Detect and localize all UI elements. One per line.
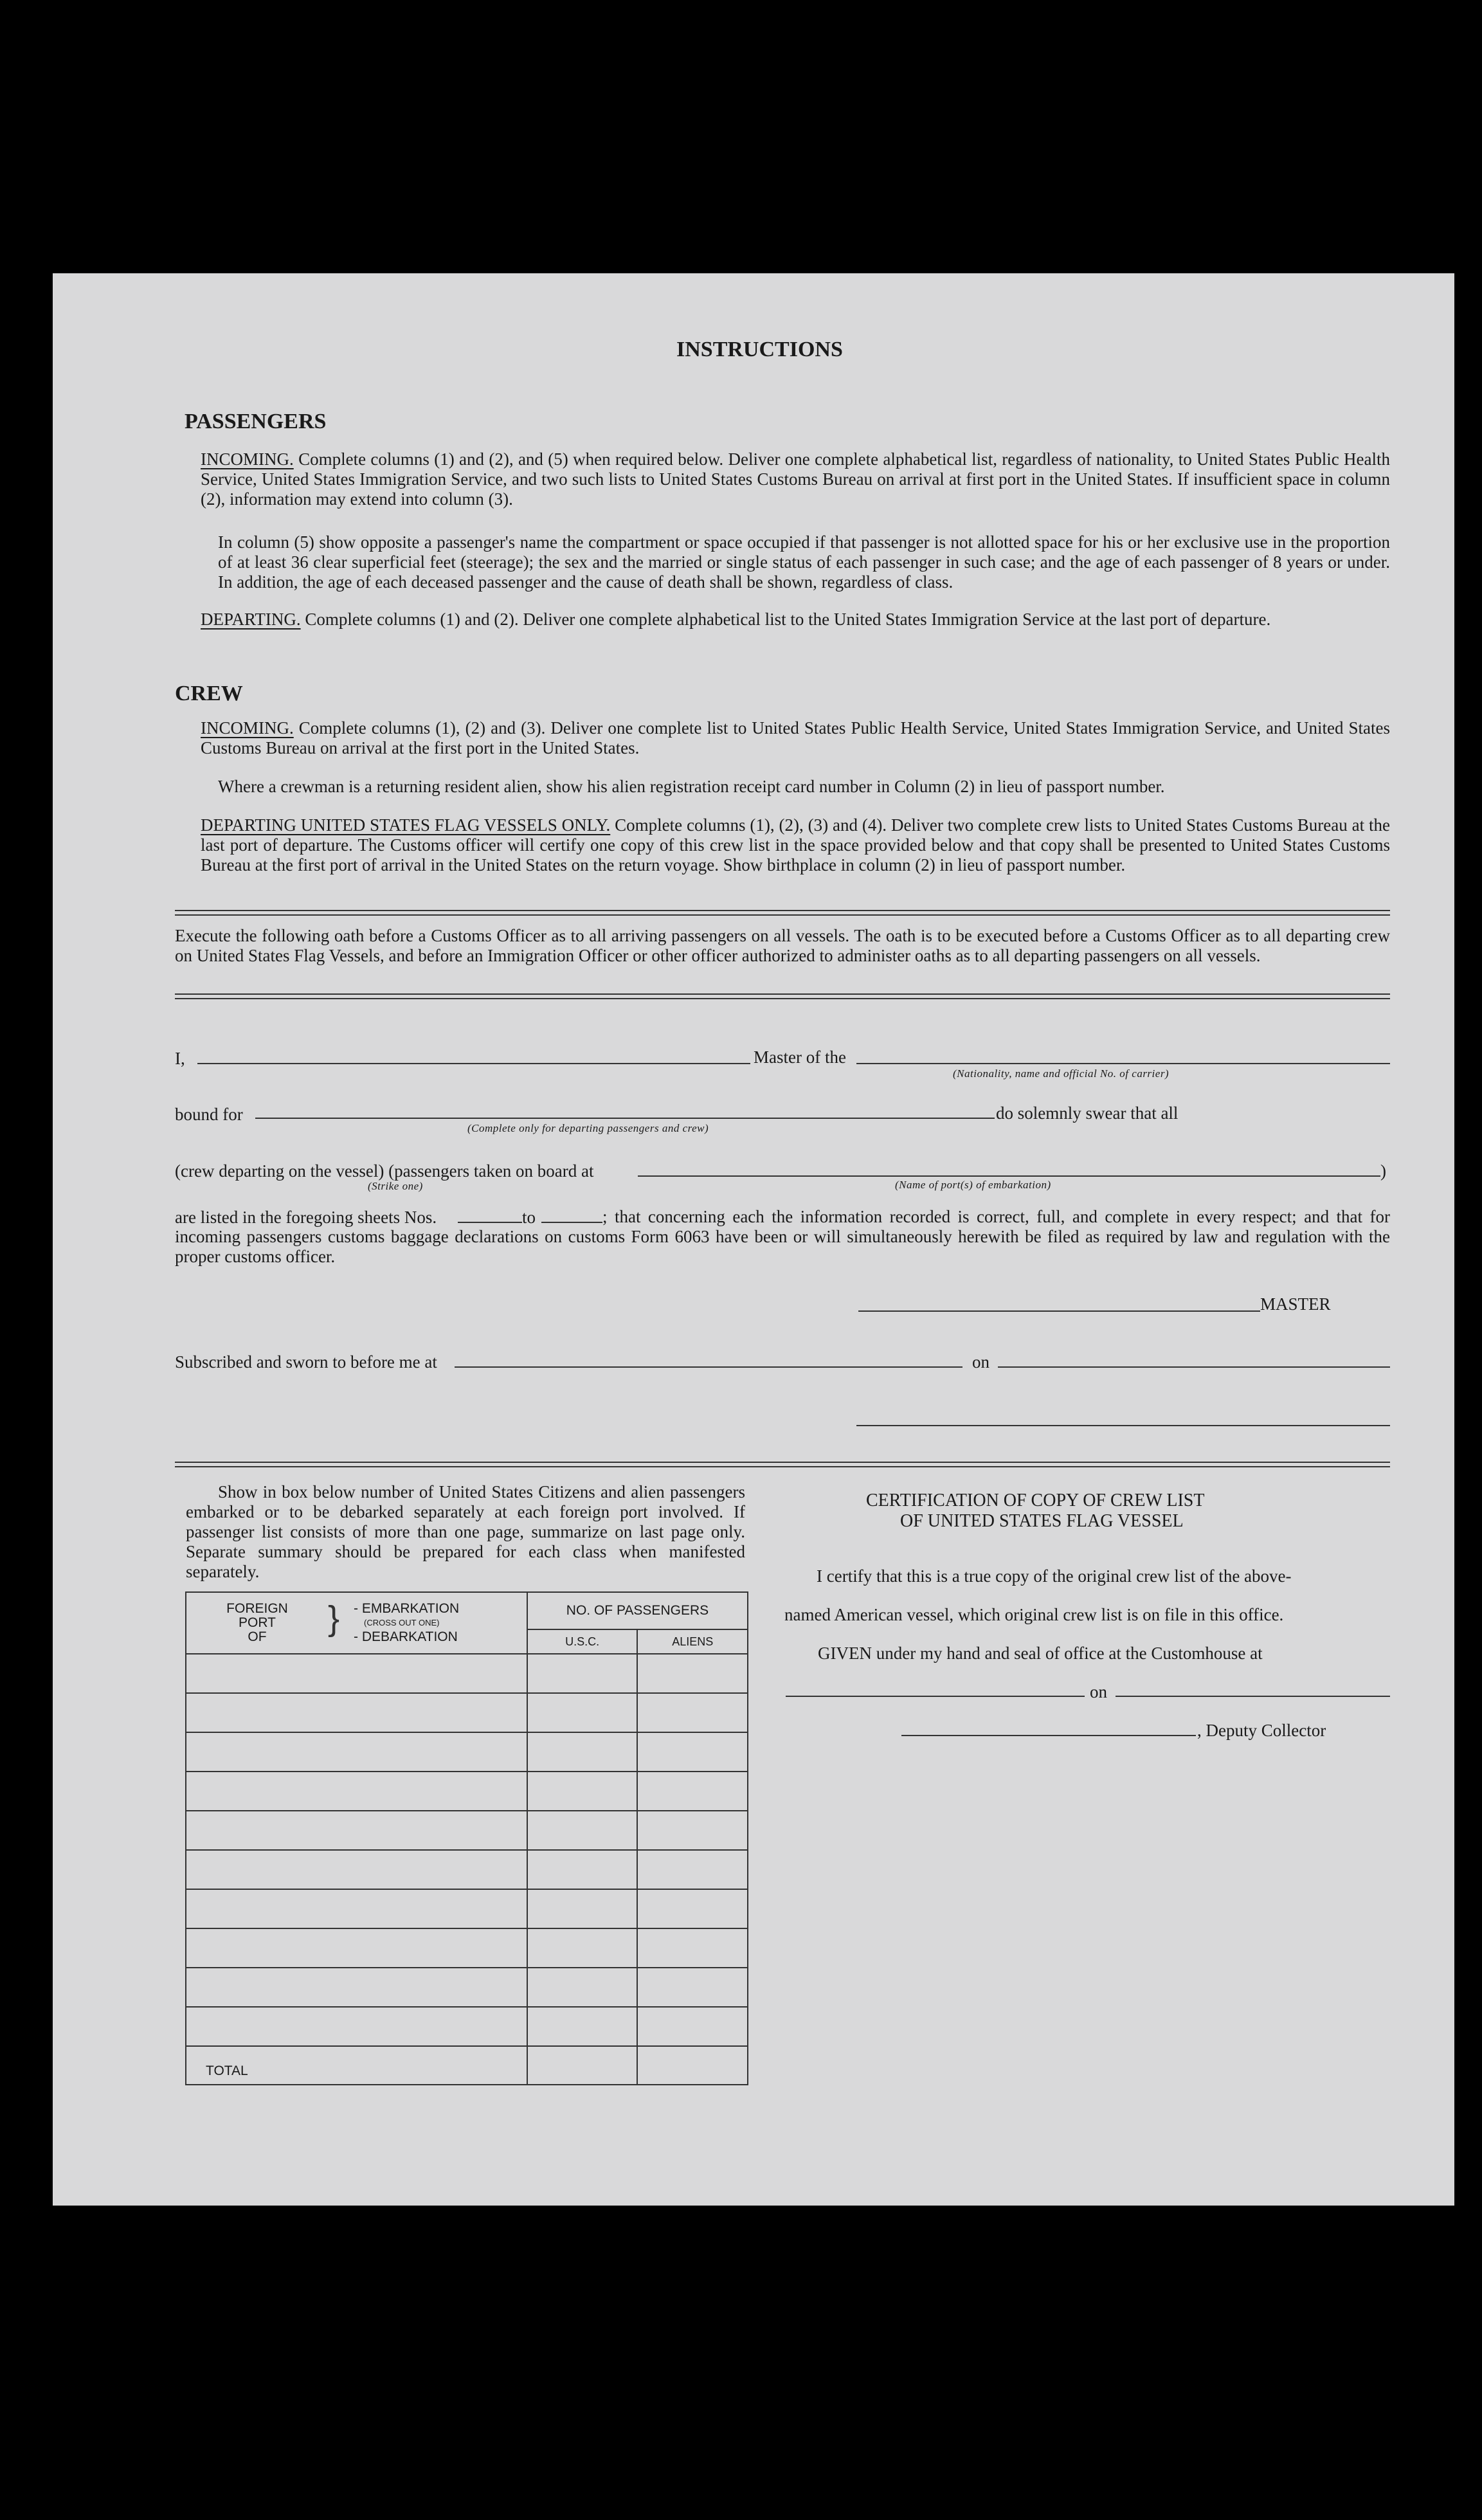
no-of-passengers-header: NO. OF PASSENGERS (527, 1592, 748, 1629)
debarkation-label: - DEBARKATION (354, 1629, 458, 1644)
usc-cell[interactable] (527, 2007, 638, 2046)
ports-caption: (Name of port(s) of embarkation) (895, 1179, 1051, 1191)
subscribed-label: Subscribed and sworn to before me at (175, 1352, 437, 1372)
deputy-collector-label: , Deputy Collector (1197, 1721, 1326, 1740)
cert-on-label: on (1090, 1682, 1107, 1701)
to-label: to (522, 1208, 536, 1227)
port-label: PORT (239, 1615, 276, 1630)
crew-incoming-label: INCOMING. (201, 718, 294, 738)
divider (175, 910, 1390, 916)
listed-text: ; that concerning each the information recorded is correct, full, and complete in every respect; and that for incoming passengers customs baggage declarations on customs Form 6063 have been or will simultaneously herewith be filed as required by law and regulation with the proper customs officer. (175, 1207, 1390, 1266)
customhouse-field[interactable] (786, 1696, 1085, 1697)
crew-departing-text: Complete columns (1), (2), (3) and (4). Deliver two complete crew lists to United States Customs Bureau at the last port of departure. The Customs officer will certify one copy of this crew list in the space provided below and that copy shall be presented to United States Customs Bureau at the first port of arrival in the United States on the return voyage. Show birthplace in column (2) in lieu of passport number. (201, 815, 1390, 875)
port-cell[interactable] (186, 1772, 527, 1811)
aliens-total-cell[interactable] (637, 2046, 748, 2085)
crew-departing-paragraph (201, 815, 1390, 875)
passengers-incoming-label: INCOMING. (201, 449, 294, 469)
certification-title-line2: OF UNITED STATES FLAG VESSEL (900, 1511, 1184, 1531)
cross-out-note: (CROSS OUT ONE) (364, 1618, 440, 1627)
usc-cell[interactable] (527, 1654, 638, 1693)
table-row (186, 1693, 748, 1732)
embarkation-ports-field[interactable] (638, 1175, 1380, 1177)
port-cell[interactable] (186, 1928, 527, 1968)
master-label: MASTER (1260, 1294, 1331, 1314)
certify-line2: named American vessel, which original crew list is on file in this office. (784, 1605, 1284, 1624)
usc-cell[interactable] (527, 1889, 638, 1928)
usc-cell[interactable] (527, 1693, 638, 1732)
master-name-field[interactable] (197, 1063, 750, 1064)
strike-caption: (Strike one) (368, 1180, 423, 1192)
usc-cell[interactable] (527, 1928, 638, 1968)
form-page (53, 273, 1454, 2206)
port-cell[interactable] (186, 2007, 527, 2046)
crew-incoming-paragraph (201, 718, 1390, 758)
port-cell[interactable] (186, 1889, 527, 1928)
crew-passengers-text: (crew departing on the vessel) (passengers taken on board at (175, 1161, 594, 1181)
embarkation-label: - EMBARKATION (354, 1601, 460, 1616)
foreign-label: FOREIGN (226, 1601, 288, 1616)
passengers-incoming-text: Complete columns (1) and (2), and (5) when required below. Deliver one complete alphabetical list, regardless of nationality, to United States Public Health Service, United States Immigration Service, and two such lists to United States Customs Bureau on arrival at first port in the United States. If insufficient space in column (2), information may extend into column (3). (201, 449, 1391, 509)
passengers-heading: PASSENGERS (185, 410, 327, 433)
passengers-departing-label: DEPARTING. (201, 610, 301, 629)
deputy-signature-field[interactable] (901, 1735, 1196, 1736)
carrier-caption: (Nationality, name and official No. of carrier) (953, 1067, 1170, 1080)
table-row (186, 2007, 748, 2046)
table-row (186, 1968, 748, 2007)
total-label: TOTAL (186, 2046, 527, 2085)
summary-instructions: Show in box below number of United States Citizens and alien passengers embarked or to be debarked separately at each foreign port involved. If passenger list consists of more than one page, summarize on last page only. Separate summary should be prepared for each class when manifested separately. (186, 1482, 745, 1581)
aliens-cell[interactable] (637, 1654, 748, 1693)
port-cell[interactable] (186, 1654, 527, 1693)
aliens-cell[interactable] (637, 1772, 748, 1811)
crew-departing-label: DEPARTING UNITED STATES FLAG VESSELS ONLY. (201, 815, 611, 835)
bound-for-caption: (Complete only for departing passengers and crew) (467, 1122, 709, 1134)
table-row (186, 1654, 748, 1693)
usc-cell[interactable] (527, 1811, 638, 1850)
divider (175, 1462, 1390, 1467)
divider (175, 993, 1390, 999)
swear-text: do solemnly swear that all (996, 1103, 1179, 1123)
oath-i-label: I, (175, 1049, 185, 1068)
usc-cell[interactable] (527, 1732, 638, 1772)
bound-for-field[interactable] (255, 1118, 995, 1119)
aliens-cell[interactable] (637, 1928, 748, 1968)
port-cell[interactable] (186, 1811, 527, 1850)
table-row (186, 1732, 748, 1772)
given-text: GIVEN under my hand and seal of office at the Customhouse at (818, 1644, 1263, 1663)
certify-line1: I certify that this is a true copy of the original crew list of the above- (817, 1566, 1292, 1586)
port-cell[interactable] (186, 1968, 527, 2007)
usc-cell[interactable] (527, 1772, 638, 1811)
aliens-cell[interactable] (637, 1811, 748, 1850)
master-signature-field[interactable] (858, 1310, 1260, 1312)
crew-heading: CREW (175, 682, 243, 705)
aliens-cell[interactable] (637, 1889, 748, 1928)
close-paren: ) (1380, 1161, 1386, 1181)
oath-instructions: Execute the following oath before a Customs Officer as to all arriving passengers on all vessels. The oath is to be executed before a Customs Officer as to all departing crew on United States Flag Vessels, and before an Immigration Officer or other officer authorized to administer oaths as to all departing passengers on all vessels. (175, 926, 1390, 965)
certification-title-line1: CERTIFICATION OF COPY OF CREW LIST (866, 1491, 1205, 1510)
passengers-incoming-paragraph (201, 449, 1390, 509)
officer-signature-field[interactable] (856, 1425, 1390, 1426)
aliens-cell[interactable] (637, 1850, 748, 1889)
of-label: OF (248, 1629, 267, 1644)
aliens-cell[interactable] (637, 1732, 748, 1772)
crew-incoming-text: Complete columns (1), (2) and (3). Deliver one complete list to United States Public Health Service, United States Immigration Service, and United States Customs Bureau on arrival at the first port in the United States. (201, 718, 1391, 757)
aliens-cell[interactable] (637, 1968, 748, 2007)
sworn-place-field[interactable] (455, 1366, 962, 1368)
usc-cell[interactable] (527, 1968, 638, 2007)
total-row (186, 2046, 748, 2085)
usc-header: U.S.C. (527, 1629, 638, 1654)
aliens-cell[interactable] (637, 1693, 748, 1732)
port-cell[interactable] (186, 1732, 527, 1772)
aliens-cell[interactable] (637, 2007, 748, 2046)
carrier-field[interactable] (856, 1063, 1390, 1064)
listed-prefix: are listed in the foregoing sheets Nos. (175, 1208, 437, 1227)
master-of-the-label: Master of the (754, 1047, 846, 1067)
bound-for-label: bound for (175, 1105, 243, 1124)
cert-date-field[interactable] (1116, 1696, 1390, 1697)
usc-total-cell[interactable] (527, 2046, 638, 2085)
port-header-cell: FOREIGN PORT OF } - EMBARKATION (CROSS OUT ONE) - DEBARKATION (186, 1592, 527, 1654)
page-title: INSTRUCTIONS (676, 338, 843, 361)
table-row (186, 1928, 748, 1968)
table-row (186, 1811, 748, 1850)
aliens-header: ALIENS (637, 1629, 748, 1654)
on-label: on (972, 1352, 990, 1372)
usc-cell[interactable] (527, 1850, 638, 1889)
port-cell[interactable] (186, 1693, 527, 1732)
passengers-departing-paragraph (201, 610, 1390, 630)
sworn-date-field[interactable] (998, 1366, 1390, 1368)
table-row (186, 1889, 748, 1928)
table-header-row (186, 1592, 748, 1629)
table-row (186, 1850, 748, 1889)
passenger-summary-table (185, 1591, 748, 2085)
crew-resident-paragraph: Where a crewman is a returning resident alien, show his alien registration receipt card number in Column (2) in lieu of passport number. (218, 777, 1165, 796)
passengers-departing-text: Complete columns (1) and (2). Deliver one complete alphabetical list to the United States Immigration Service at the last port of departure. (305, 610, 1271, 629)
port-cell[interactable] (186, 1850, 527, 1889)
table-row (186, 1772, 748, 1811)
passengers-column5-paragraph: In column (5) show opposite a passenger's name the compartment or space occupied if that passenger is not allotted space for his or her exclusive use in the proportion of at least 36 clear superficial feet (steerage); the sex and the married or single status of each passenger in such case; and the age of each passenger of 8 years or under. In addition, the age of each deceased passenger and the cause of death shall be shown, regardless of class. (218, 532, 1390, 592)
